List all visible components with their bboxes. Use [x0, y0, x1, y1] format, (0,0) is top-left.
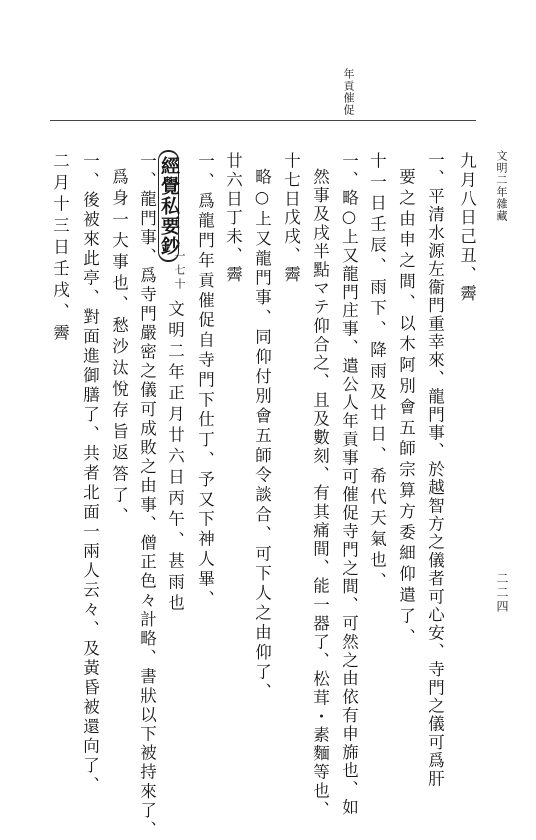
text-line-2: 一、平清水源左衞門重幸來、龍門事、於越智方之儀者可心安、寺門之儀可爲肝 — [425, 151, 445, 788]
running-head: 文明二年雜藏 — [495, 150, 508, 222]
source-heading-box: 經覺私要鈔 — [158, 150, 179, 262]
text-line-14: 一、後被來此亭、對面進御膳了、共者北面一兩人云々、及黃昏被還向了、 — [80, 152, 100, 796]
source-page-ref: 一七十 — [173, 250, 186, 292]
text-line-1: 九月八日己丑、霽 — [457, 152, 477, 304]
text-line-12: 一、龍門事、爲寺門嚴密之儀可成敗之由事、僧正色々計略、書狀以下被持來了、 — [137, 152, 157, 840]
text-line-4: 十一日壬辰、雨下、降雨及廿日、希代天氣也、 — [367, 152, 387, 593]
text-line-8: 略○上又龍門事、同仰付別會五師令談合、可下人之由仰了、 — [252, 168, 272, 703]
text-line-3: 要之由申之間、以木阿別會五師宗算方委細仰遣了、 — [396, 168, 416, 649]
text-line-6: 然事及戌半點マテ仰合之、且及數刻、有其痛間、能一器了、松茸・素麵等也、 — [310, 168, 330, 819]
text-line-9: 廿六日丁未、霽 — [223, 152, 243, 285]
side-title: 年貢催促 — [342, 68, 355, 116]
text-line-13: 爲身一大事也、愁沙汰悅存旨返答了、 — [109, 168, 129, 529]
text-line-15: 二月十三日壬戌、霽 — [50, 152, 70, 346]
text-line-11: 文明二年正月廿六日丙午、甚雨也 — [165, 300, 185, 615]
text-line-5: 一、略○上又龍門庄事、遣公人年貢事可催促寺門之間、可然之由依有申旆也、如 — [339, 152, 359, 817]
page-number: 二二四 — [495, 572, 509, 614]
text-line-7: 十七日戊戌、霽 — [281, 152, 301, 285]
header-rule — [50, 120, 476, 121]
text-line-10: 一、爲龍門年貢催促自寺門下仕丁、予又下神人畢、 — [195, 152, 215, 610]
